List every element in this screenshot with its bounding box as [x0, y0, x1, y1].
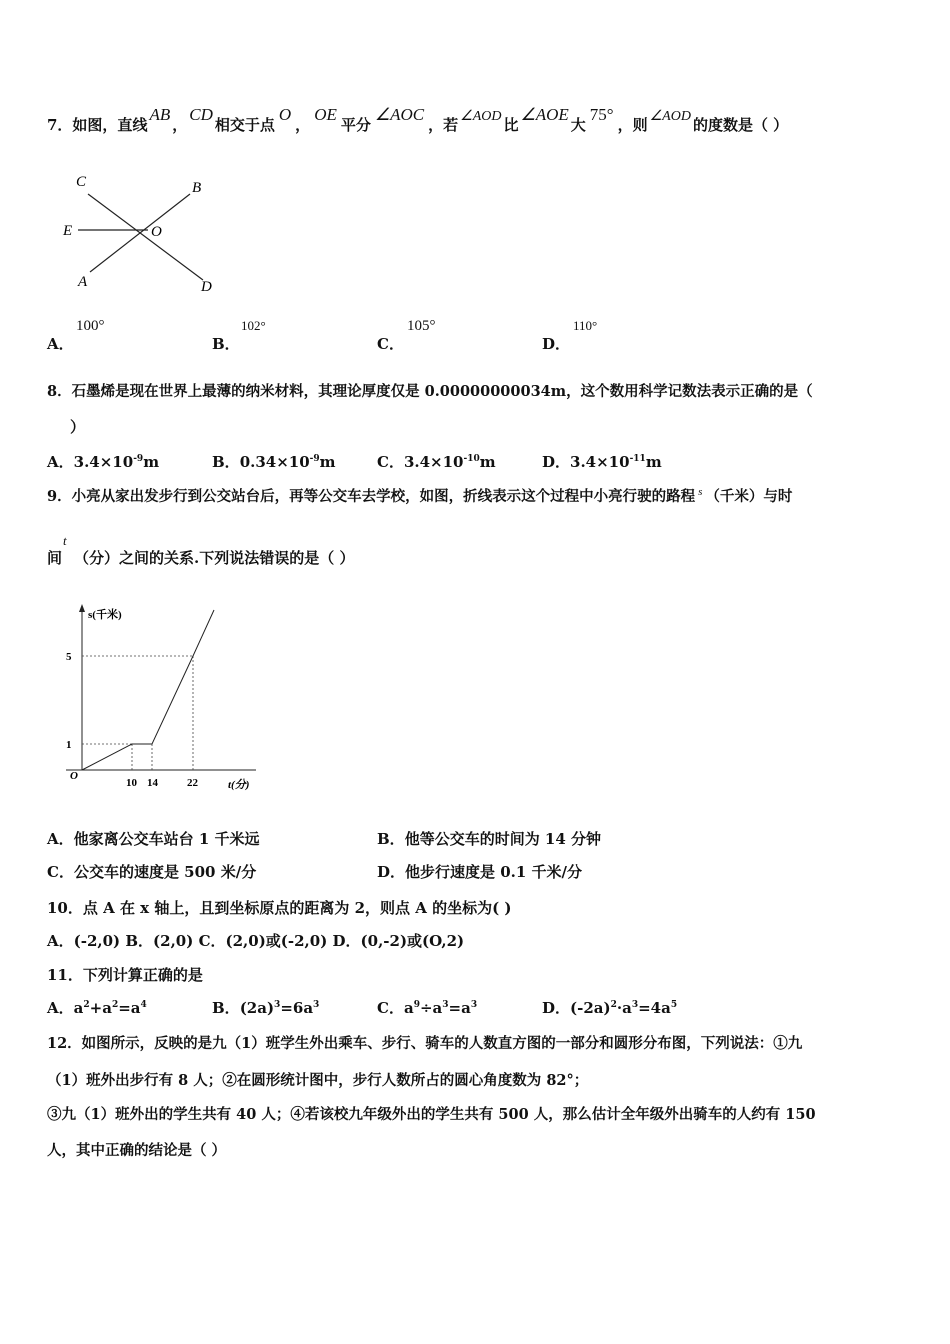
y-axis-label: s(千米)	[88, 609, 122, 621]
x-tick-22: 22	[187, 777, 198, 789]
q7-stem: 7．如图，直线AB，CD相交于点O，OE平分∠AOC，若 ∠AOD 比∠AOE大75°，则 ∠AOD 的度数是（ ）	[47, 105, 789, 134]
q12-stem-line4: 人，其中正确的结论是（ ）	[47, 1142, 227, 1159]
label-b: B	[192, 180, 202, 196]
q9-stem-line1: 9．小亮从家出发步行到公交站台后，再等公交车去学校，如图，折线表示这个过程中小亮行驶的路程 $^s$ （千米）与时	[47, 486, 793, 505]
q7-option-a-value: 100°	[76, 318, 105, 334]
q7-option-d-value: 110°	[573, 318, 598, 333]
math-ab: AB	[149, 105, 171, 124]
math-oe: OE	[314, 105, 337, 124]
label-a: A	[78, 274, 88, 290]
q8-option-a[interactable]: A．$3.4\times 10^{-9}m$	[47, 453, 160, 471]
math-75deg: 75°	[589, 105, 614, 124]
y-axis-arrow	[79, 604, 85, 612]
q11-option-a[interactable]: A．$a^2+a^2=a^4$	[47, 999, 147, 1017]
q7-option-c-value: 105°	[407, 318, 436, 334]
q8-option-b[interactable]: B．$0.34\times 10^{-9}m$	[212, 453, 336, 471]
x-tick-10: 10	[126, 777, 137, 789]
q9-option-d[interactable]: D．他步行速度是 0.1 千米/分	[377, 863, 583, 881]
math-aod-2: ∠AOD	[649, 109, 691, 124]
math-aoc: ∠AOC	[374, 105, 425, 124]
line-cd	[88, 194, 203, 280]
q8-option-d[interactable]: D．$3.4\times 10^{-11}m$	[542, 453, 662, 471]
q7-option-b-value: 102°	[241, 318, 266, 333]
y-tick-5: 5	[66, 651, 72, 663]
q7-option-d[interactable]: D．	[542, 335, 571, 353]
line-ab	[90, 194, 190, 272]
q7-option-b[interactable]: B．	[212, 335, 240, 353]
q11-stem: 11．下列计算正确的是	[47, 966, 203, 984]
math-t: t	[63, 533, 67, 548]
q8-option-c[interactable]: C．$3.4\times 10^{-10}m$	[377, 453, 496, 471]
q9-option-b[interactable]: B．他等公交车的时间为 14 分钟	[377, 830, 602, 848]
q12-stem-line2: （1）班外出步行有 8 人；②在圆形统计图中，步行人数所占的圆心角度数为 82°；	[47, 1072, 589, 1089]
q11-option-c[interactable]: C．$a^9\div a^3=a^3$	[377, 999, 478, 1017]
q8-stem-line2: ）	[70, 418, 86, 436]
q9-option-c[interactable]: C．公交车的速度是 500 米/分	[47, 863, 257, 881]
x-axis-label: t(分)	[228, 779, 250, 791]
math-aod: ∠AOD	[460, 109, 502, 124]
q10-options[interactable]: A．(-2,0) B．(2,0) C．(2,0)或(-2,0) D．(0,-2)或(O,2)	[47, 932, 465, 950]
q9-stem-line2: 间 （分）之间的关系.下列说法错误的是（ ）	[47, 549, 355, 567]
q12-stem-line3: ③九（1）班外出的学生共有 40 人；④若该校九年级外出的学生共有 500 人，那么估计全年级外出骑车的人约有 150	[47, 1106, 816, 1123]
label-o: O	[151, 224, 162, 240]
origin-label: O	[70, 770, 78, 782]
x-tick-14: 14	[147, 777, 158, 789]
math-o: O	[278, 105, 292, 124]
label-d: D	[201, 279, 212, 295]
q10-stem: 10．点 A 在 x 轴上，且到坐标原点的距离为 2，则点 A 的坐标为( )	[47, 899, 512, 917]
q12-stem-line1: 12．如图所示，反映的是九（1）班学生外出乘车、步行、骑车的人数直方图的一部分和圆形分布图，下列说法：①九	[47, 1035, 803, 1052]
q7-option-c[interactable]: C．	[377, 335, 404, 353]
path-polyline	[82, 610, 214, 770]
math-s: s	[698, 486, 703, 498]
label-e: E	[63, 223, 73, 239]
q9-graph	[58, 598, 268, 798]
q7-option-a[interactable]: A．	[47, 335, 74, 353]
q11-option-b[interactable]: B．$(2a)^3=6a^3$	[212, 999, 320, 1017]
label-c: C	[76, 174, 87, 190]
q7-figure	[58, 168, 228, 298]
y-tick-1: 1	[66, 739, 72, 751]
q9-option-a[interactable]: A．他家离公交车站台 1 千米远	[47, 830, 260, 848]
q8-stem-line1: 8．石墨烯是现在世界上最薄的纳米材料，其理论厚度仅是 0.00000000034m，这个数用科学记数法表示正确的是（	[47, 383, 813, 400]
math-aoe: ∠AOE	[520, 105, 569, 124]
q11-option-d[interactable]: D．$(-2a)^2\cdot a^3=4a^5$	[542, 999, 678, 1017]
math-cd: CD	[189, 105, 213, 124]
